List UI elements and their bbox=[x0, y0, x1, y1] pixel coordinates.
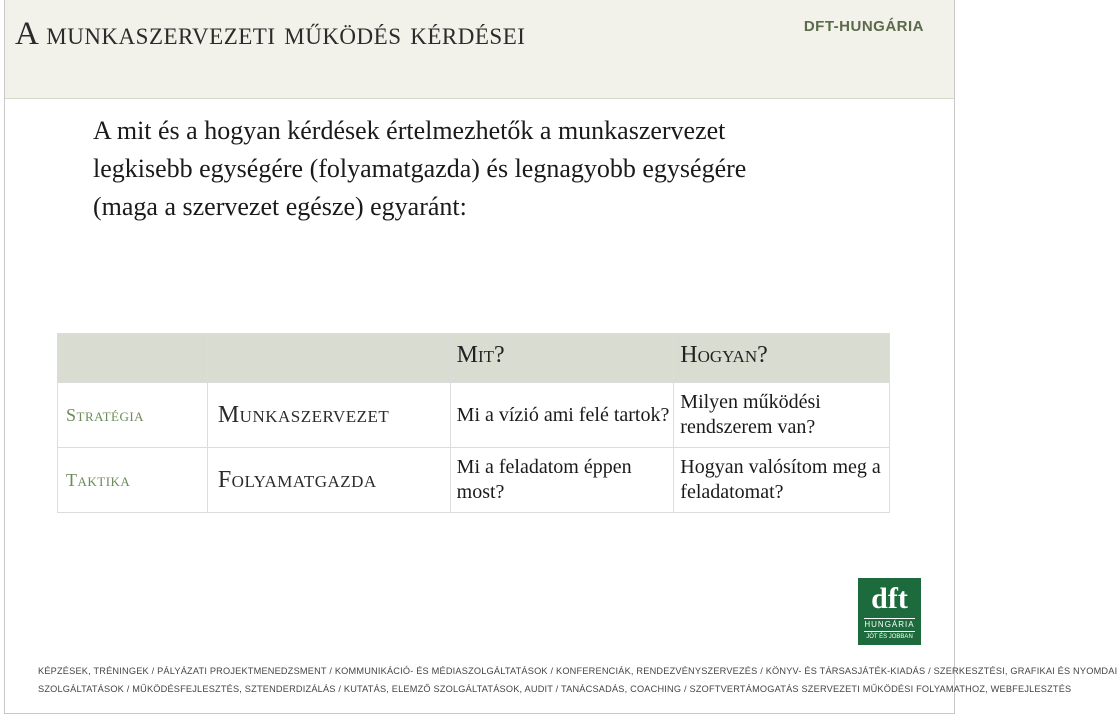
header-cell-hogyan: Hogyan? bbox=[674, 334, 890, 383]
mit-cell: Mi a feladatom éppen most? bbox=[450, 448, 674, 513]
footer-services-line-2: SZOLGÁLTATÁSOK / MŰKÖDÉSFEJLESZTÉS, SZTENDERDIZÁLÁS / KUTATÁS, ELEMZŐ SZOLGÁLTATÁSOK, AUDIT / TANÁCSADÁS, COACHING / SZOFTVERTÁMOGATÁS SZERVEZETI MŰKÖDÉSI FOLYAMATHOZ, WEBFEJLESZTÉS bbox=[38, 684, 1072, 694]
row-unit: Folyamatgazda bbox=[207, 448, 450, 513]
logo-tagline: JÓT ÉS JOBBAN bbox=[866, 634, 913, 640]
logo-sub-text: HUNGÁRIA bbox=[864, 618, 915, 632]
mit-hogyan-table bbox=[57, 333, 890, 513]
intro-line: (maga a szervezet egésze) egyaránt: bbox=[93, 192, 467, 221]
row-label: Taktika bbox=[58, 448, 208, 513]
row-label: Stratégia bbox=[58, 383, 208, 448]
dft-logo bbox=[858, 578, 921, 645]
table-header-row bbox=[58, 334, 890, 383]
mit-cell: Mi a vízió ami felé tartok? bbox=[450, 383, 674, 448]
intro-text bbox=[93, 112, 913, 226]
table-row bbox=[58, 448, 890, 513]
intro-line: legkisebb egységére (folyamatgazda) és legnagyobb egységére bbox=[93, 154, 747, 183]
header-cell-empty bbox=[58, 334, 208, 383]
header-cell-mit: Mit? bbox=[450, 334, 674, 383]
hogyan-cell: Milyen működési rendszerem van? bbox=[674, 383, 890, 448]
slide-title: A munkaszervezeti működés kérdései bbox=[15, 16, 526, 52]
hogyan-cell: Hogyan valósítom meg a feladatomat? bbox=[674, 448, 890, 513]
brand-text: DFT-HUNGÁRIA bbox=[803, 18, 924, 35]
slide-header bbox=[5, 0, 954, 99]
footer-services-line-1: KÉPZÉSEK, TRÉNINGEK / PÁLYÁZATI PROJEKTMENEDZSMENT / KOMMUNIKÁCIÓ- ÉS MÉDIASZOLGÁLTATÁSOK / KONFERENCIÁK, RENDEZVÉNYSZERVEZÉS / KÖNYV- ÉS TÁRSASJÁTÉK-KIADÁS / SZERKESZTÉSI, GRAFIKAI ÉS NYOMDAI bbox=[38, 666, 1117, 676]
logo-main-text: dft bbox=[871, 582, 908, 615]
row-unit: Munkaszervezet bbox=[207, 383, 450, 448]
header-cell-empty bbox=[207, 334, 450, 383]
intro-line: A mit és a hogyan kérdések értelmezhetők a munkaszervezet bbox=[93, 116, 726, 145]
table-row bbox=[58, 383, 890, 448]
